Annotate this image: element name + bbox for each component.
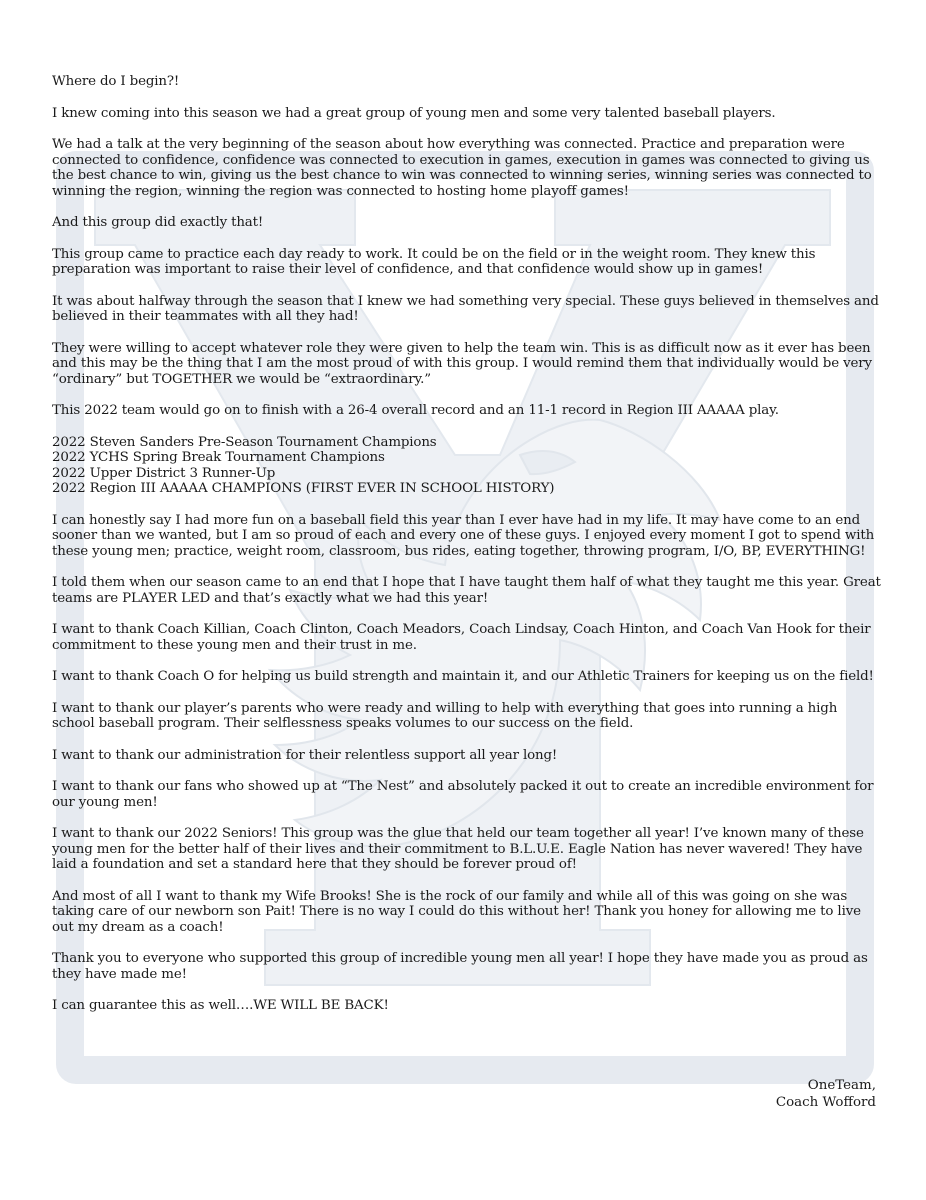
achievement-item: 2022 Upper District 3 Runner-Up — [52, 465, 276, 481]
paragraph: This group came to practice each day ready to work. It could be on the field or in the weight room. They knew this preparation was important to raise their level of confidence, and that confidence would show up in games! — [52, 246, 816, 277]
greeting: Where do I begin?! — [52, 74, 180, 89]
paragraph: And this group did exactly that! — [52, 215, 264, 230]
achievement-item: 2022 Steven Sanders Pre-Season Tournament Champions — [52, 434, 437, 450]
paragraph: I want to thank Coach Killian, Coach Clinton, Coach Meadors, Coach Lindsay, Coach Hinton, and Coach Van Hook for their commitment to these young men and their trust in me. — [52, 622, 871, 653]
paragraph: This 2022 team would go on to finish with a 26-4 overall record and an 11-1 record in Region III AAAAA play. — [52, 403, 779, 418]
letter-body — [52, 74, 882, 1030]
paragraph: I can guarantee this as well….WE WILL BE BACK! — [52, 998, 389, 1013]
achievements-list — [52, 435, 882, 497]
paragraph: It was about halfway through the season that I knew we had something very special. These guys believed in themselves and believed in their teammates with all they had! — [52, 293, 879, 324]
paragraph: I want to thank our fans who showed up at “The Nest” and absolutely packed it out to create an incredible environment for our young men! — [52, 779, 874, 810]
paragraph: They were willing to accept whatever role they were given to help the team win. This is as difficult now as it ever has been and this may be the thing that I am the most proud of with this group. I would remind them that individually would be very “ordinary” but TOGETHER we would be “extraordinary.” — [52, 340, 872, 387]
paragraph: And most of all I want to thank my Wife Brooks! She is the rock of our family and while all of this was going on she was taking care of our newborn son Pait! There is no way I could do this without her! Thank you honey for allowing me to live out my dream as a coach! — [52, 888, 861, 935]
achievement-item: 2022 Region III AAAAA CHAMPIONS (FIRST EVER IN SCHOOL HISTORY) — [52, 481, 555, 496]
paragraph: I want to thank our administration for their relentless support all year long! — [52, 747, 558, 763]
paragraph: Thank you to everyone who supported this group of incredible young men all year! I hope they have made you as proud as they have made me! — [52, 951, 868, 982]
signoff-name: Coach Wofford — [775, 1095, 876, 1110]
signoff — [776, 1077, 876, 1111]
achievement-item: 2022 YCHS Spring Break Tournament Champions — [52, 450, 385, 465]
paragraph: I want to thank Coach O for helping us build strength and maintain it, and our Athletic Trainers for keeping us on the field! — [52, 669, 874, 684]
paragraph: I want to thank our 2022 Seniors! This group was the glue that held our team together all year! I’ve known many of these young men for the better half of their lives and their commitment to B.L.U.E. Eagle Nation has never wavered! They have laid a foundation and set a standard here that they should be forever proud of! — [52, 826, 864, 872]
paragraph: I want to thank our player’s parents who were ready and willing to help with everything that goes into running a high school baseball program. Their selflessness speaks volumes to our success on the field. — [52, 700, 838, 731]
paragraph: We had a talk at the very beginning of the season about how everything was connected. Practice and preparation were connected to confidence, confidence was connected to execution in games, execution in games was connected to giving us the best chance to win, giving us the best chance to win was connected to winning series, winning series was connected to winning the region, winning the region was connected to hosting home playoff games! — [52, 137, 872, 199]
paragraph: I can honestly say I had more fun on a baseball field this year than I ever have had in my life. It may have come to an end sooner than we wanted, but I am so proud of each and every one of these guys. I enjoyed every moment I got to spend with these young men; practice, weight room, classroom, bus rides, eating together, throwing program, I/O, BP, EVERYTHING! — [52, 512, 875, 559]
paragraph: I told them when our season came to an end that I hope that I have taught them half of what they taught me this year. Great teams are PLAYER LED and that’s exactly what we had this year! — [52, 575, 881, 606]
signoff-closing: OneTeam, — [807, 1078, 876, 1093]
paragraph: I knew coming into this season we had a great group of young men and some very talented baseball players. — [52, 105, 776, 121]
